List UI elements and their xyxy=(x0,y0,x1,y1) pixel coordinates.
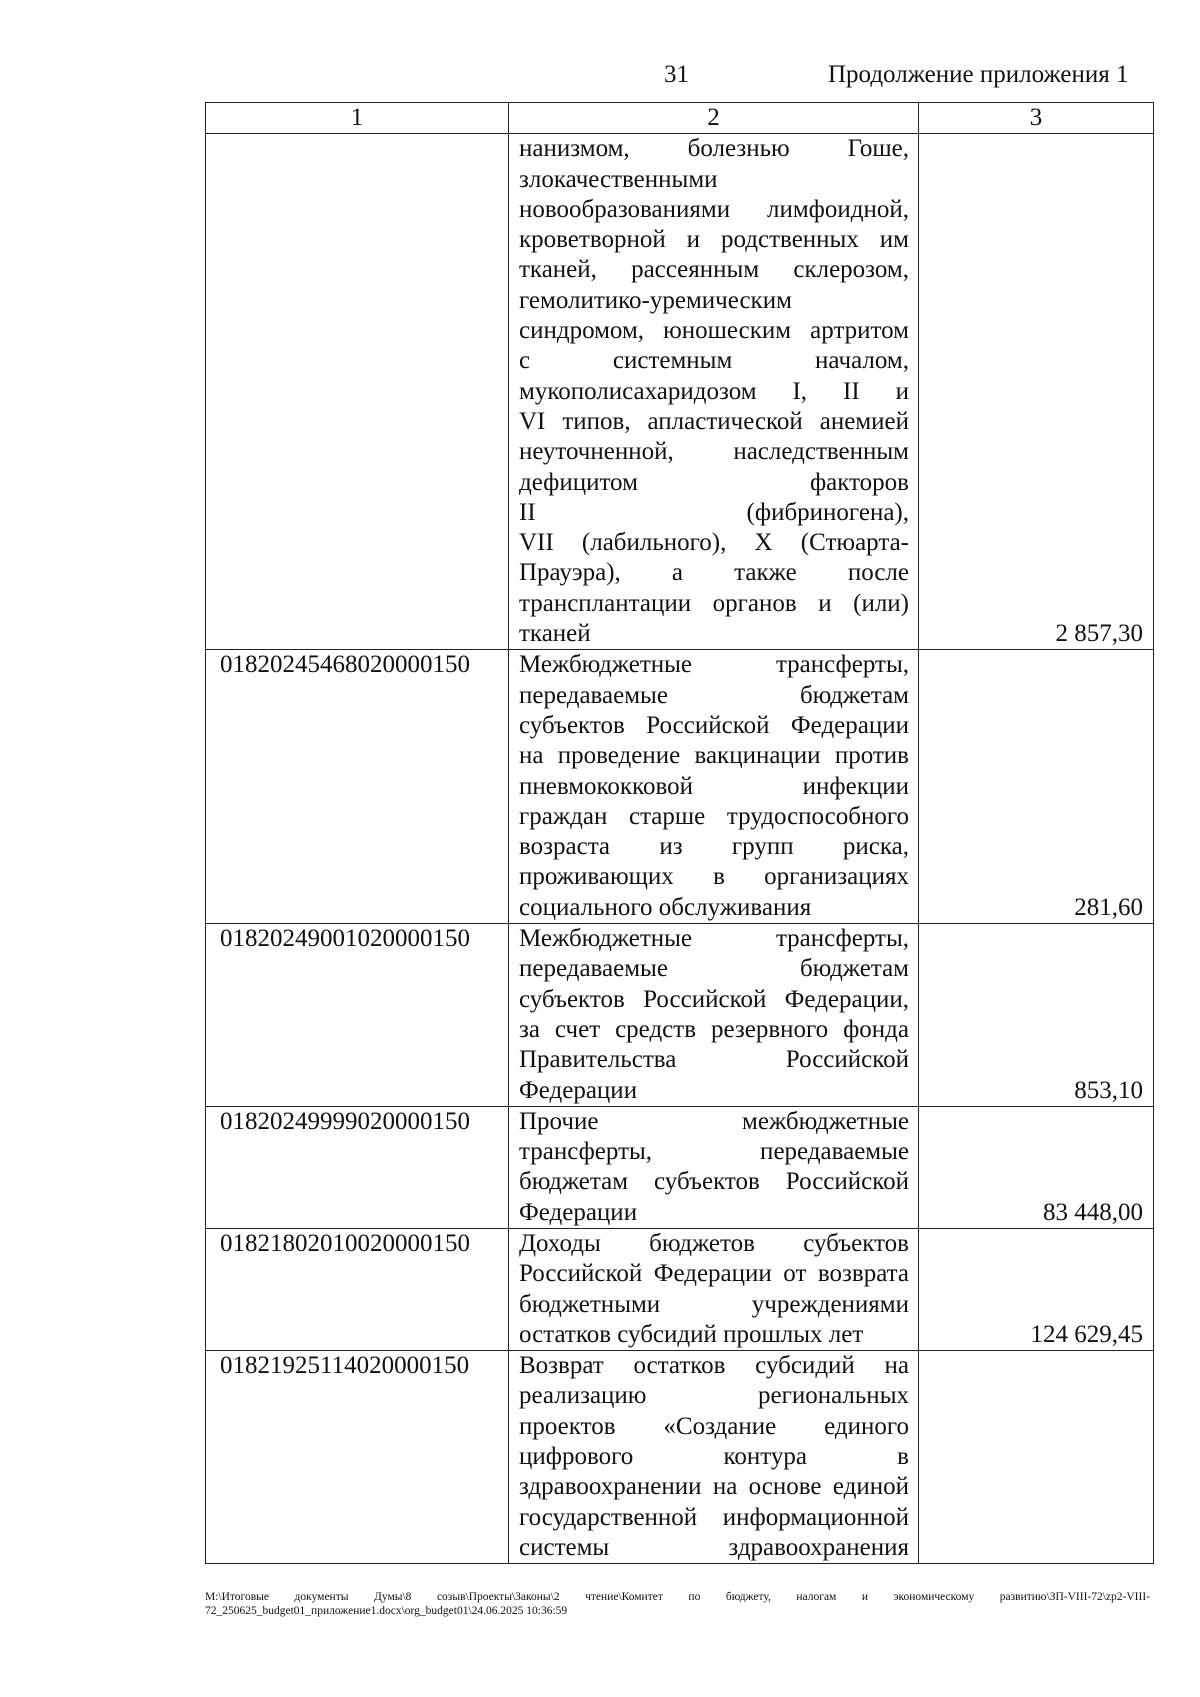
description-line: государственной информационной xyxy=(519,1503,909,1531)
description-line: тканей, рассеянным склерозом, xyxy=(519,256,909,284)
row-code: 01820245468020000150 xyxy=(206,650,509,924)
row-amount: 83 448,00 xyxy=(919,1106,1154,1228)
description-line: синдромом, юношеским артритом xyxy=(519,317,909,345)
row-description xyxy=(509,1351,919,1564)
description-line: граждан старше трудоспособного xyxy=(519,802,909,830)
description-line: тканей xyxy=(519,620,591,648)
budget-table xyxy=(205,102,1154,1564)
description-line: Правительства Российской xyxy=(519,1046,909,1074)
description-line: с системным началом, xyxy=(519,347,909,375)
description-line: проживающих в организациях xyxy=(519,863,909,891)
column-header-2: 2 xyxy=(509,103,919,134)
row-code xyxy=(206,134,509,650)
row-code: 01820249001020000150 xyxy=(206,924,509,1107)
description-line: гемолитико-уремическим xyxy=(519,286,792,314)
description-line: неуточненной, наследственным xyxy=(519,438,909,466)
row-code: 01821925114020000150 xyxy=(206,1351,509,1564)
description-line: кроветворной и родственных им xyxy=(519,226,909,254)
row-code: 01821802010020000150 xyxy=(206,1228,509,1350)
row-description xyxy=(509,924,919,1107)
description-line: субъектов Российской Федерации, xyxy=(519,985,909,1013)
description-line: здравоохранении на основе единой xyxy=(519,1473,909,1501)
description-line: за счет средств резервного фонда xyxy=(519,1015,909,1043)
description-line: передаваемые бюджетам xyxy=(519,681,909,709)
continuation-caption: Продолжение приложения 1 xyxy=(828,61,1129,88)
row-amount: 124 629,45 xyxy=(919,1228,1154,1350)
description-line: VII (лабильного), X (Стюарта- xyxy=(519,529,909,557)
row-amount xyxy=(919,1351,1154,1564)
description-line: Прочие межбюджетные xyxy=(519,1107,909,1135)
column-header-3: 3 xyxy=(919,103,1154,134)
table-row xyxy=(206,1106,1154,1228)
row-amount: 853,10 xyxy=(919,924,1154,1107)
description-line: Возврат остатков субсидий на xyxy=(519,1352,909,1380)
row-amount: 2 857,30 xyxy=(919,134,1154,650)
description-line: дефицитом факторов xyxy=(519,468,909,496)
row-description xyxy=(509,1106,919,1228)
description-line: системы здравоохранения xyxy=(519,1533,909,1561)
table-row xyxy=(206,1351,1154,1564)
description-line: Доходы бюджетов субъектов xyxy=(519,1229,909,1257)
table-row xyxy=(206,1228,1154,1350)
description-line: передаваемые бюджетам xyxy=(519,955,909,983)
description-line: мукополисахаридозом I, II и xyxy=(519,377,909,405)
description-line: новообразованиями лимфоидной, xyxy=(519,195,909,223)
description-line: трансферты, передаваемые xyxy=(519,1138,909,1166)
table-row xyxy=(206,924,1154,1107)
description-line: остатков субсидий прошлых лет xyxy=(519,1320,864,1348)
row-description xyxy=(509,134,919,650)
description-line: трансплантации органов и (или) xyxy=(519,589,909,617)
description-line: реализацию региональных xyxy=(519,1382,909,1410)
file-path-footer: M:\Итоговые документы Думы\8 созыв\Проекты\Законы\2 чтение\Комитет по бюджету, налогам и экономическому развитию\ЗП-VIII-72\zp2-VIII-72_250625_budget01_приложение1.docx\org_budget01\24.06.2025 10:36:59 xyxy=(205,1591,1150,1617)
description-line: возраста из групп риска, xyxy=(519,833,909,861)
row-description xyxy=(509,650,919,924)
description-line: Федерации xyxy=(519,1198,638,1226)
row-amount: 281,60 xyxy=(919,650,1154,924)
description-line: бюджетными учреждениями xyxy=(519,1290,909,1318)
description-line: социального обслуживания xyxy=(519,893,812,921)
page-number: 31 xyxy=(664,61,689,88)
description-line: пневмококковой инфекции xyxy=(519,772,909,800)
table-header-row xyxy=(206,103,1154,134)
description-line: нанизмом, болезнью Гоше, xyxy=(519,135,909,163)
description-line: бюджетам субъектов Российской xyxy=(519,1168,909,1196)
description-line: Межбюджетные трансферты, xyxy=(519,651,909,679)
description-line: VI типов, апластической анемией xyxy=(519,407,909,435)
description-line: Прауэра), а также после xyxy=(519,559,909,587)
description-line: проектов «Создание единого xyxy=(519,1412,909,1440)
description-line: II (фибриногена), xyxy=(519,498,909,526)
description-line: субъектов Российской Федерации xyxy=(519,711,909,739)
description-line: Федерации xyxy=(519,1076,638,1104)
description-line: Российской Федерации от возврата xyxy=(519,1260,909,1288)
table-row xyxy=(206,134,1154,650)
row-code: 01820249999020000150 xyxy=(206,1106,509,1228)
row-description xyxy=(509,1228,919,1350)
description-line: злокачественными xyxy=(519,165,718,193)
table-row xyxy=(206,650,1154,924)
column-header-1: 1 xyxy=(206,103,509,134)
description-line: Межбюджетные трансферты, xyxy=(519,925,909,953)
description-line: цифрового контура в xyxy=(519,1443,909,1471)
description-line: на проведение вакцинации против xyxy=(519,742,909,770)
